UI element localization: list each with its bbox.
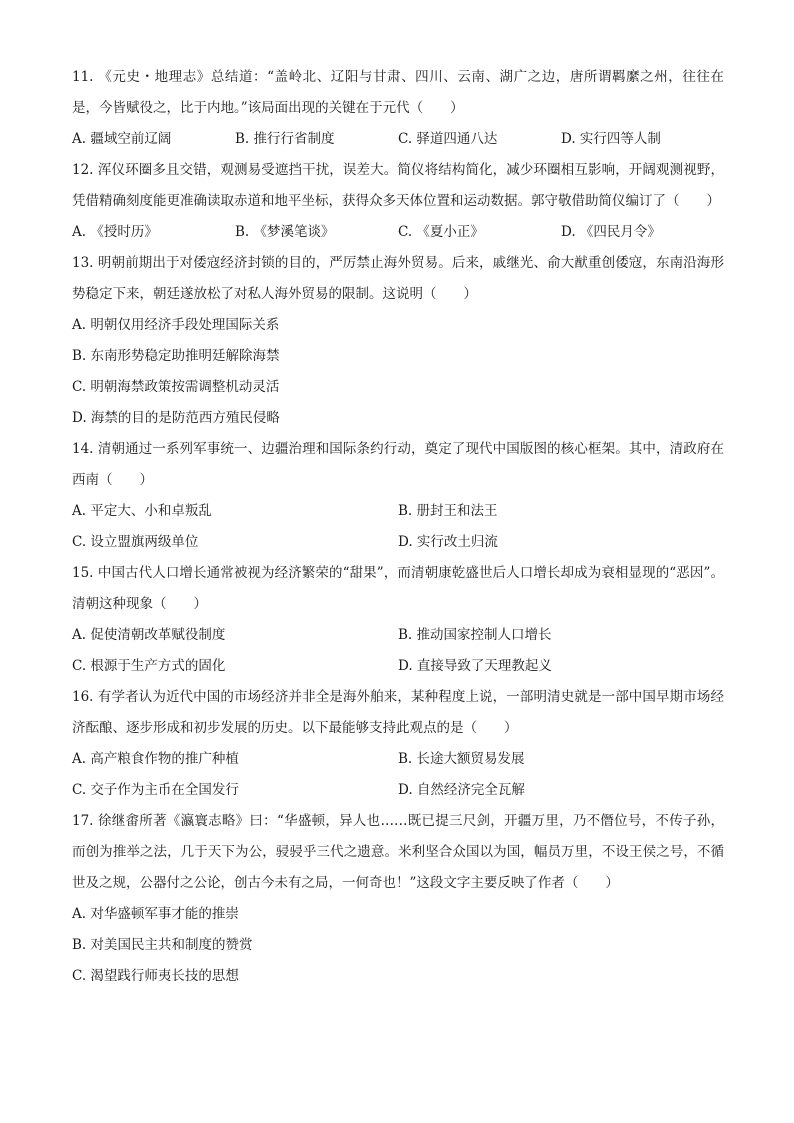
option-a: A. 平定大、小和卓叛乱 [72,503,212,519]
option-a: A. 促使清朝改革赋役制度 [72,627,226,643]
question-stem: 11. 《元史・地理志》总结道：“盖岭北、辽阳与甘肃、四川、云南、湖广之边，唐所谓羁縻之州，往往在是，今皆赋役之，比于内地。”该局面出现的关键在于元代（ ） [72,69,724,116]
option-list [72,310,724,434]
option-b: B. 对美国民主共和制度的赞赏 [72,937,253,953]
option-b: B. 东南形势稳定助推明廷解除海禁 [72,348,280,364]
option-a: A. 明朝仅用经济手段处理国际关系 [72,317,280,333]
option-c: C. 《夏小正》 [398,224,484,240]
option-a: A. 疆域空前辽阔 [72,131,172,147]
option-b: B. 长途大额贸易发展 [398,751,525,767]
question-16 [72,682,724,806]
question-stem: 13. 明朝前期出于对倭寇经济封锁的目的，严厉禁止海外贸易。后来，戚继光、俞大猷重创倭寇，东南沿海形势稳定下来，朝廷遂放松了对私人海外贸易的限制。这说明（ ） [72,255,724,302]
option-c: C. 设立盟旗两级单位 [72,534,199,550]
question-13 [72,248,724,434]
option-b: B. 册封王和法王 [398,503,498,519]
option-d: D. 实行改土归流 [398,534,498,550]
option-list [72,744,724,806]
question-stem: 17. 徐继畬所著《瀛寰志略》曰：“华盛顿，异人也……既已提三尺剑，开疆万里，乃不僭位号，不传子孙，而创为推举之法，几于天下为公，骎骎乎三代之遗意。米利坚合众国以为国，幅员万里，不设王侯之号，不循世及之规，公器付之公论，创古今未有之局，一何奇也！”这段文字主要反映了作者（ ） [72,813,724,891]
question-stem: 15. 中国古代人口增长通常被视为经济繁荣的“甜果”，而清朝康乾盛世后人口增长却成为衰相显现的“恶因”。清朝这种现象（ ） [72,565,724,612]
option-list [72,124,724,155]
question-12 [72,155,724,248]
option-list [72,899,724,992]
option-c: C. 交子作为主币在全国发行 [72,782,239,798]
option-c: C. 明朝海禁政策按需调整机动灵活 [72,379,280,395]
question-stem: 16. 有学者认为近代中国的市场经济并非全是海外舶来，某种程度上说，一部明清史就是一部中国早期市场经济酝酿、逐步形成和初步发展的历史。以下最能够支持此观点的是（ ） [72,689,724,736]
question-15 [72,558,724,682]
option-b: B. 《梦溪笔谈》 [235,224,335,240]
option-list [72,620,724,682]
option-d: D. 实行四等人制 [561,131,661,147]
question-stem: 12. 浑仪环圈多且交错，观测易受遮挡干扰，误差大。简仪将结构简化，减少环圈相互影响，开阔观测视野，凭借精确刻度能更准确读取赤道和地平坐标，获得众多天体位置和运动数据。郭守敬借助简仪编订了（ ） [72,162,724,209]
option-a: A. 《授时历》 [72,224,158,240]
exam-page [72,62,724,992]
option-d: D. 《四民月令》 [561,224,661,240]
option-list [72,496,724,558]
option-b: B. 推动国家控制人口增长 [398,627,552,643]
option-a: A. 对华盛顿军事才能的推崇 [72,906,239,922]
option-list [72,217,724,248]
option-b: B. 推行行省制度 [235,131,335,147]
question-14 [72,434,724,558]
option-d: D. 自然经济完全瓦解 [398,782,525,798]
option-a: A. 高产粮食作物的推广种植 [72,751,239,767]
option-c: C. 根源于生产方式的固化 [72,658,226,674]
question-stem: 14. 清朝通过一系列军事统一、边疆治理和国际条约行动，奠定了现代中国版图的核心框架。其中，清政府在西南（ ） [72,441,724,488]
option-d: D. 海禁的目的是防范西方殖民侵略 [72,410,280,426]
option-c: C. 驿道四通八达 [398,131,498,147]
question-17 [72,806,724,992]
option-d: D. 直接导致了天理教起义 [398,658,552,674]
option-c: C. 渴望践行师夷长技的思想 [72,968,239,984]
question-11 [72,62,724,155]
